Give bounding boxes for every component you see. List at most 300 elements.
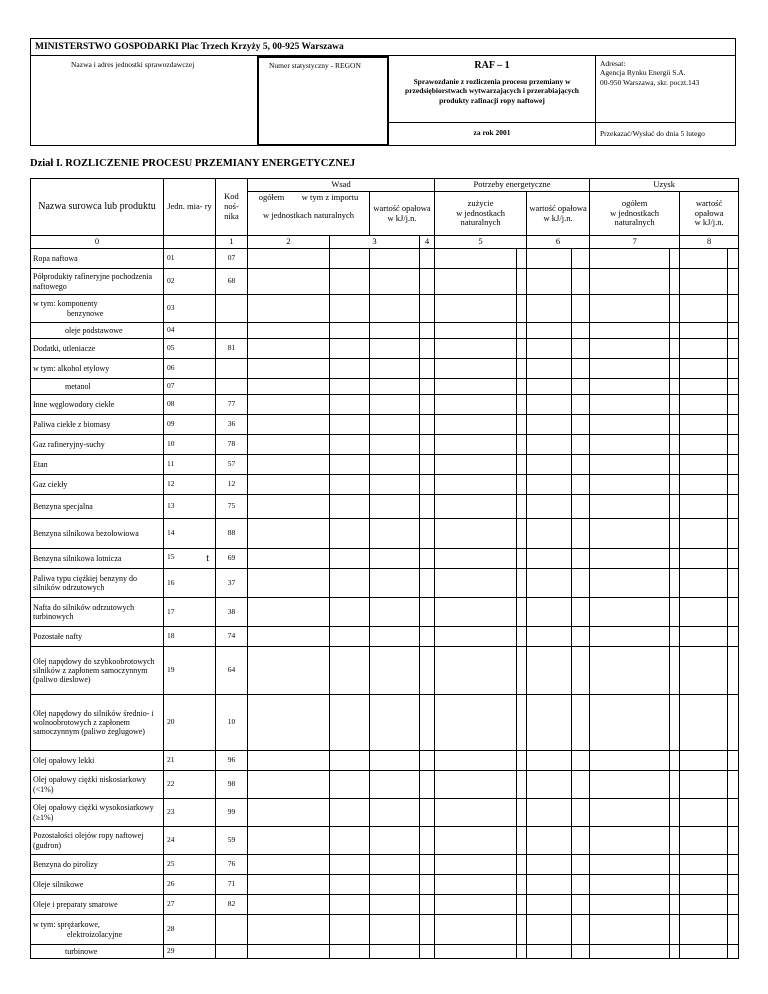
data-cell[interactable] xyxy=(680,875,728,895)
data-cell[interactable] xyxy=(420,915,435,945)
data-cell[interactable] xyxy=(248,475,330,495)
data-cell[interactable] xyxy=(670,455,680,475)
data-cell[interactable] xyxy=(728,598,739,627)
data-cell[interactable] xyxy=(517,249,527,269)
data-cell[interactable] xyxy=(517,323,527,339)
data-cell[interactable] xyxy=(572,455,590,475)
data-cell[interactable] xyxy=(420,415,435,435)
data-cell[interactable] xyxy=(728,323,739,339)
data-cell[interactable] xyxy=(527,269,572,295)
data-cell[interactable] xyxy=(420,647,435,695)
data-cell[interactable] xyxy=(680,771,728,799)
data-cell[interactable] xyxy=(572,295,590,323)
data-cell[interactable] xyxy=(420,359,435,379)
data-cell[interactable] xyxy=(248,415,330,435)
data-cell[interactable] xyxy=(728,269,739,295)
data-cell[interactable] xyxy=(330,455,370,475)
data-cell[interactable] xyxy=(435,359,517,379)
data-cell[interactable] xyxy=(572,855,590,875)
data-cell[interactable] xyxy=(527,435,572,455)
data-cell[interactable] xyxy=(670,799,680,827)
data-cell[interactable] xyxy=(330,598,370,627)
data-cell[interactable] xyxy=(572,249,590,269)
data-cell[interactable] xyxy=(435,495,517,519)
data-cell[interactable] xyxy=(670,249,680,269)
data-cell[interactable] xyxy=(527,379,572,395)
data-cell[interactable] xyxy=(527,549,572,569)
data-cell[interactable] xyxy=(435,875,517,895)
data-cell[interactable] xyxy=(370,799,420,827)
data-cell[interactable] xyxy=(517,295,527,323)
data-cell[interactable] xyxy=(572,875,590,895)
data-cell[interactable] xyxy=(572,771,590,799)
data-cell[interactable] xyxy=(420,395,435,415)
data-cell[interactable] xyxy=(527,751,572,771)
data-cell[interactable] xyxy=(680,379,728,395)
data-cell[interactable] xyxy=(590,855,670,875)
data-cell[interactable] xyxy=(527,569,572,598)
data-cell[interactable] xyxy=(728,495,739,519)
data-cell[interactable] xyxy=(435,855,517,875)
data-cell[interactable] xyxy=(435,435,517,455)
data-cell[interactable] xyxy=(370,695,420,751)
data-cell[interactable] xyxy=(420,549,435,569)
data-cell[interactable] xyxy=(572,495,590,519)
data-cell[interactable] xyxy=(572,519,590,549)
data-cell[interactable] xyxy=(435,475,517,495)
data-cell[interactable] xyxy=(330,751,370,771)
data-cell[interactable] xyxy=(435,323,517,339)
data-cell[interactable] xyxy=(435,379,517,395)
data-cell[interactable] xyxy=(590,875,670,895)
data-cell[interactable] xyxy=(370,379,420,395)
data-cell[interactable] xyxy=(370,647,420,695)
data-cell[interactable] xyxy=(517,598,527,627)
data-cell[interactable] xyxy=(728,569,739,598)
data-cell[interactable] xyxy=(680,269,728,295)
data-cell[interactable] xyxy=(572,323,590,339)
data-cell[interactable] xyxy=(590,379,670,395)
data-cell[interactable] xyxy=(572,549,590,569)
data-cell[interactable] xyxy=(330,295,370,323)
data-cell[interactable] xyxy=(420,895,435,915)
data-cell[interactable] xyxy=(527,827,572,855)
data-cell[interactable] xyxy=(527,249,572,269)
data-cell[interactable] xyxy=(590,771,670,799)
data-cell[interactable] xyxy=(330,855,370,875)
data-cell[interactable] xyxy=(517,695,527,751)
data-cell[interactable] xyxy=(248,751,330,771)
data-cell[interactable] xyxy=(572,339,590,359)
data-cell[interactable] xyxy=(572,647,590,695)
data-cell[interactable] xyxy=(670,771,680,799)
data-cell[interactable] xyxy=(680,751,728,771)
data-cell[interactable] xyxy=(572,379,590,395)
data-cell[interactable] xyxy=(728,475,739,495)
data-cell[interactable] xyxy=(670,339,680,359)
data-cell[interactable] xyxy=(590,827,670,855)
data-cell[interactable] xyxy=(330,627,370,647)
data-cell[interactable] xyxy=(420,249,435,269)
data-cell[interactable] xyxy=(670,751,680,771)
data-cell[interactable] xyxy=(728,359,739,379)
data-cell[interactable] xyxy=(670,395,680,415)
data-cell[interactable] xyxy=(370,359,420,379)
data-cell[interactable] xyxy=(670,269,680,295)
data-cell[interactable] xyxy=(435,269,517,295)
data-cell[interactable] xyxy=(680,647,728,695)
data-cell[interactable] xyxy=(330,395,370,415)
data-cell[interactable] xyxy=(527,647,572,695)
data-cell[interactable] xyxy=(370,249,420,269)
data-cell[interactable] xyxy=(517,549,527,569)
data-cell[interactable] xyxy=(590,945,670,959)
data-cell[interactable] xyxy=(435,339,517,359)
data-cell[interactable] xyxy=(248,875,330,895)
data-cell[interactable] xyxy=(435,415,517,435)
data-cell[interactable] xyxy=(572,569,590,598)
data-cell[interactable] xyxy=(420,269,435,295)
data-cell[interactable] xyxy=(420,751,435,771)
data-cell[interactable] xyxy=(590,627,670,647)
data-cell[interactable] xyxy=(248,435,330,455)
data-cell[interactable] xyxy=(680,339,728,359)
data-cell[interactable] xyxy=(670,647,680,695)
data-cell[interactable] xyxy=(572,915,590,945)
data-cell[interactable] xyxy=(420,598,435,627)
data-cell[interactable] xyxy=(590,295,670,323)
data-cell[interactable] xyxy=(680,695,728,751)
data-cell[interactable] xyxy=(248,323,330,339)
data-cell[interactable] xyxy=(248,895,330,915)
data-cell[interactable] xyxy=(680,495,728,519)
data-cell[interactable] xyxy=(420,379,435,395)
data-cell[interactable] xyxy=(330,495,370,519)
data-cell[interactable] xyxy=(330,895,370,915)
data-cell[interactable] xyxy=(728,379,739,395)
data-cell[interactable] xyxy=(330,569,370,598)
data-cell[interactable] xyxy=(670,945,680,959)
data-cell[interactable] xyxy=(517,875,527,895)
data-cell[interactable] xyxy=(248,855,330,875)
data-cell[interactable] xyxy=(590,915,670,945)
data-cell[interactable] xyxy=(728,415,739,435)
data-cell[interactable] xyxy=(572,359,590,379)
data-cell[interactable] xyxy=(420,627,435,647)
data-cell[interactable] xyxy=(572,435,590,455)
data-cell[interactable] xyxy=(517,771,527,799)
data-cell[interactable] xyxy=(572,475,590,495)
data-cell[interactable] xyxy=(435,598,517,627)
data-cell[interactable] xyxy=(680,395,728,415)
data-cell[interactable] xyxy=(670,475,680,495)
data-cell[interactable] xyxy=(517,495,527,519)
data-cell[interactable] xyxy=(435,751,517,771)
data-cell[interactable] xyxy=(680,895,728,915)
data-cell[interactable] xyxy=(728,295,739,323)
data-cell[interactable] xyxy=(248,519,330,549)
data-cell[interactable] xyxy=(435,627,517,647)
data-cell[interactable] xyxy=(527,339,572,359)
data-cell[interactable] xyxy=(330,647,370,695)
data-cell[interactable] xyxy=(572,945,590,959)
data-cell[interactable] xyxy=(435,895,517,915)
data-cell[interactable] xyxy=(680,249,728,269)
data-cell[interactable] xyxy=(680,323,728,339)
data-cell[interactable] xyxy=(527,295,572,323)
data-cell[interactable] xyxy=(435,647,517,695)
data-cell[interactable] xyxy=(680,627,728,647)
data-cell[interactable] xyxy=(330,339,370,359)
data-cell[interactable] xyxy=(370,519,420,549)
data-cell[interactable] xyxy=(420,945,435,959)
data-cell[interactable] xyxy=(527,519,572,549)
data-cell[interactable] xyxy=(572,827,590,855)
data-cell[interactable] xyxy=(420,455,435,475)
data-cell[interactable] xyxy=(670,627,680,647)
data-cell[interactable] xyxy=(248,455,330,475)
data-cell[interactable] xyxy=(248,249,330,269)
data-cell[interactable] xyxy=(370,627,420,647)
data-cell[interactable] xyxy=(330,827,370,855)
data-cell[interactable] xyxy=(435,915,517,945)
data-cell[interactable] xyxy=(527,455,572,475)
data-cell[interactable] xyxy=(517,475,527,495)
data-cell[interactable] xyxy=(590,799,670,827)
data-cell[interactable] xyxy=(527,855,572,875)
data-cell[interactable] xyxy=(370,295,420,323)
data-cell[interactable] xyxy=(517,895,527,915)
data-cell[interactable] xyxy=(370,475,420,495)
data-cell[interactable] xyxy=(370,771,420,799)
data-cell[interactable] xyxy=(248,598,330,627)
data-cell[interactable] xyxy=(680,295,728,323)
data-cell[interactable] xyxy=(728,771,739,799)
data-cell[interactable] xyxy=(680,455,728,475)
data-cell[interactable] xyxy=(435,455,517,475)
data-cell[interactable] xyxy=(680,945,728,959)
data-cell[interactable] xyxy=(670,295,680,323)
data-cell[interactable] xyxy=(420,475,435,495)
data-cell[interactable] xyxy=(330,249,370,269)
data-cell[interactable] xyxy=(590,359,670,379)
data-cell[interactable] xyxy=(517,751,527,771)
data-cell[interactable] xyxy=(680,827,728,855)
data-cell[interactable] xyxy=(670,895,680,915)
data-cell[interactable] xyxy=(680,549,728,569)
data-cell[interactable] xyxy=(527,771,572,799)
data-cell[interactable] xyxy=(330,915,370,945)
data-cell[interactable] xyxy=(248,695,330,751)
data-cell[interactable] xyxy=(248,269,330,295)
data-cell[interactable] xyxy=(572,895,590,915)
data-cell[interactable] xyxy=(527,415,572,435)
data-cell[interactable] xyxy=(420,339,435,359)
data-cell[interactable] xyxy=(420,695,435,751)
data-cell[interactable] xyxy=(728,945,739,959)
data-cell[interactable] xyxy=(435,519,517,549)
data-cell[interactable] xyxy=(370,495,420,519)
data-cell[interactable] xyxy=(670,569,680,598)
data-cell[interactable] xyxy=(670,519,680,549)
data-cell[interactable] xyxy=(420,771,435,799)
data-cell[interactable] xyxy=(248,827,330,855)
data-cell[interactable] xyxy=(527,598,572,627)
data-cell[interactable] xyxy=(435,799,517,827)
data-cell[interactable] xyxy=(590,339,670,359)
data-cell[interactable] xyxy=(527,323,572,339)
data-cell[interactable] xyxy=(590,475,670,495)
data-cell[interactable] xyxy=(330,379,370,395)
data-cell[interactable] xyxy=(370,339,420,359)
data-cell[interactable] xyxy=(728,895,739,915)
data-cell[interactable] xyxy=(728,395,739,415)
data-cell[interactable] xyxy=(680,519,728,549)
data-cell[interactable] xyxy=(330,269,370,295)
data-cell[interactable] xyxy=(517,415,527,435)
data-cell[interactable] xyxy=(370,395,420,415)
data-cell[interactable] xyxy=(370,569,420,598)
data-cell[interactable] xyxy=(517,799,527,827)
data-cell[interactable] xyxy=(728,695,739,751)
data-cell[interactable] xyxy=(420,295,435,323)
data-cell[interactable] xyxy=(728,751,739,771)
data-cell[interactable] xyxy=(517,647,527,695)
data-cell[interactable] xyxy=(572,395,590,415)
data-cell[interactable] xyxy=(728,855,739,875)
data-cell[interactable] xyxy=(680,915,728,945)
data-cell[interactable] xyxy=(527,895,572,915)
data-cell[interactable] xyxy=(590,395,670,415)
data-cell[interactable] xyxy=(527,395,572,415)
data-cell[interactable] xyxy=(330,519,370,549)
data-cell[interactable] xyxy=(330,945,370,959)
data-cell[interactable] xyxy=(527,875,572,895)
data-cell[interactable] xyxy=(517,379,527,395)
data-cell[interactable] xyxy=(590,751,670,771)
data-cell[interactable] xyxy=(370,269,420,295)
data-cell[interactable] xyxy=(330,323,370,339)
data-cell[interactable] xyxy=(590,269,670,295)
data-cell[interactable] xyxy=(420,875,435,895)
data-cell[interactable] xyxy=(670,415,680,435)
data-cell[interactable] xyxy=(517,627,527,647)
data-cell[interactable] xyxy=(728,915,739,945)
data-cell[interactable] xyxy=(670,598,680,627)
data-cell[interactable] xyxy=(420,435,435,455)
data-cell[interactable] xyxy=(527,695,572,751)
data-cell[interactable] xyxy=(728,627,739,647)
data-cell[interactable] xyxy=(370,598,420,627)
data-cell[interactable] xyxy=(728,875,739,895)
data-cell[interactable] xyxy=(680,569,728,598)
data-cell[interactable] xyxy=(517,945,527,959)
data-cell[interactable] xyxy=(572,627,590,647)
data-cell[interactable] xyxy=(330,695,370,751)
data-cell[interactable] xyxy=(248,915,330,945)
data-cell[interactable] xyxy=(248,647,330,695)
data-cell[interactable] xyxy=(670,323,680,339)
data-cell[interactable] xyxy=(248,945,330,959)
data-cell[interactable] xyxy=(330,359,370,379)
data-cell[interactable] xyxy=(680,415,728,435)
data-cell[interactable] xyxy=(330,475,370,495)
data-cell[interactable] xyxy=(330,799,370,827)
data-cell[interactable] xyxy=(670,855,680,875)
data-cell[interactable] xyxy=(517,915,527,945)
data-cell[interactable] xyxy=(248,549,330,569)
data-cell[interactable] xyxy=(728,249,739,269)
data-cell[interactable] xyxy=(728,339,739,359)
data-cell[interactable] xyxy=(670,379,680,395)
data-cell[interactable] xyxy=(680,359,728,379)
data-cell[interactable] xyxy=(527,359,572,379)
data-cell[interactable] xyxy=(728,549,739,569)
data-cell[interactable] xyxy=(330,771,370,799)
data-cell[interactable] xyxy=(527,945,572,959)
data-cell[interactable] xyxy=(370,875,420,895)
data-cell[interactable] xyxy=(370,915,420,945)
data-cell[interactable] xyxy=(670,495,680,519)
data-cell[interactable] xyxy=(435,771,517,799)
data-cell[interactable] xyxy=(728,519,739,549)
data-cell[interactable] xyxy=(248,295,330,323)
data-cell[interactable] xyxy=(435,549,517,569)
data-cell[interactable] xyxy=(590,323,670,339)
data-cell[interactable] xyxy=(420,799,435,827)
data-cell[interactable] xyxy=(590,455,670,475)
data-cell[interactable] xyxy=(435,249,517,269)
data-cell[interactable] xyxy=(248,627,330,647)
data-cell[interactable] xyxy=(590,519,670,549)
data-cell[interactable] xyxy=(527,627,572,647)
data-cell[interactable] xyxy=(435,695,517,751)
data-cell[interactable] xyxy=(670,827,680,855)
data-cell[interactable] xyxy=(572,415,590,435)
data-cell[interactable] xyxy=(728,827,739,855)
data-cell[interactable] xyxy=(590,415,670,435)
data-cell[interactable] xyxy=(248,495,330,519)
data-cell[interactable] xyxy=(680,598,728,627)
data-cell[interactable] xyxy=(248,771,330,799)
data-cell[interactable] xyxy=(330,549,370,569)
data-cell[interactable] xyxy=(527,495,572,519)
data-cell[interactable] xyxy=(370,323,420,339)
data-cell[interactable] xyxy=(517,519,527,549)
data-cell[interactable] xyxy=(420,827,435,855)
data-cell[interactable] xyxy=(680,435,728,455)
data-cell[interactable] xyxy=(517,395,527,415)
data-cell[interactable] xyxy=(248,379,330,395)
data-cell[interactable] xyxy=(420,855,435,875)
data-cell[interactable] xyxy=(590,249,670,269)
data-cell[interactable] xyxy=(435,395,517,415)
data-cell[interactable] xyxy=(527,799,572,827)
data-cell[interactable] xyxy=(370,549,420,569)
data-cell[interactable] xyxy=(670,359,680,379)
data-cell[interactable] xyxy=(517,435,527,455)
data-cell[interactable] xyxy=(590,435,670,455)
data-cell[interactable] xyxy=(670,549,680,569)
data-cell[interactable] xyxy=(248,359,330,379)
data-cell[interactable] xyxy=(330,875,370,895)
data-cell[interactable] xyxy=(370,415,420,435)
data-cell[interactable] xyxy=(590,549,670,569)
data-cell[interactable] xyxy=(248,395,330,415)
regon-box[interactable] xyxy=(257,56,389,146)
data-cell[interactable] xyxy=(370,945,420,959)
data-cell[interactable] xyxy=(590,647,670,695)
